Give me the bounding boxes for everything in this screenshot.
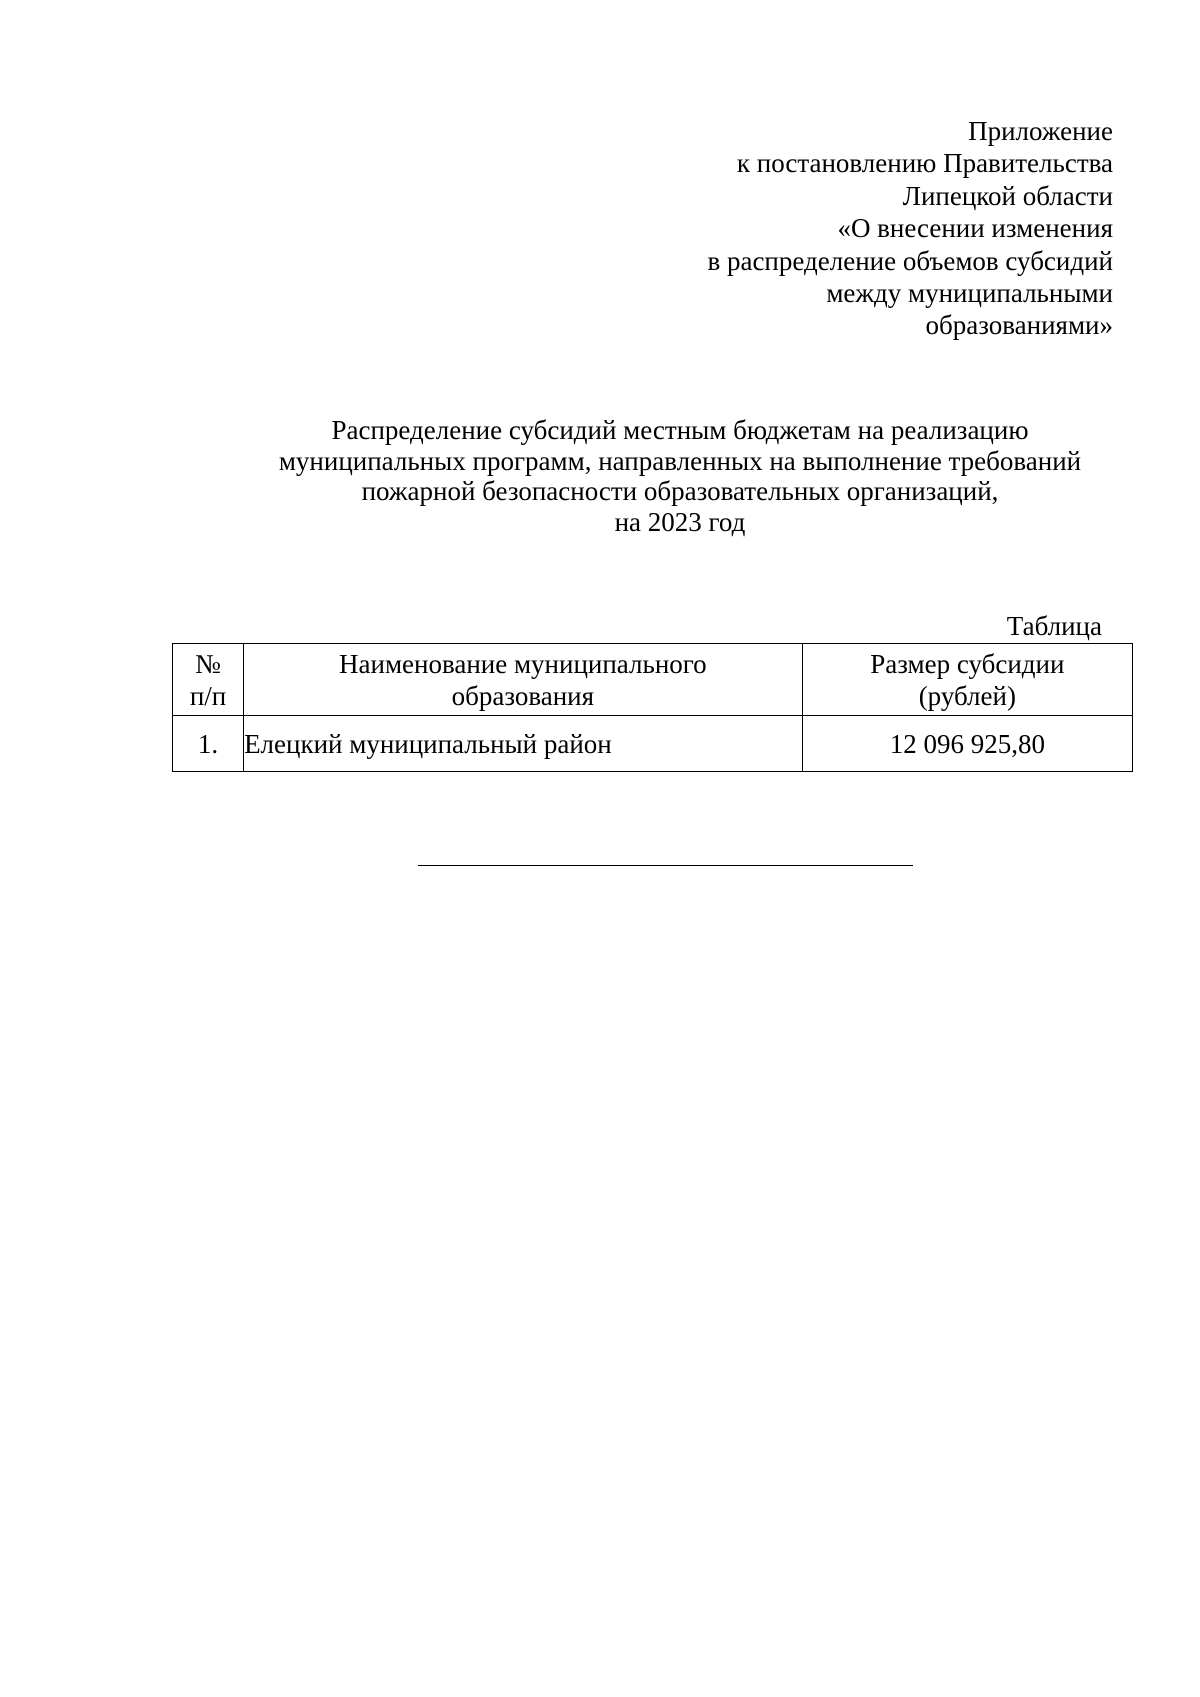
header-amount-line: Размер субсидии: [870, 648, 1065, 679]
header-name-line: образования: [451, 680, 595, 711]
annex-line: к постановлению Правительства: [736, 148, 1113, 179]
table-label: Таблица: [1006, 611, 1102, 641]
header-num-line: п/п: [189, 680, 227, 711]
annex-line: «О внесении изменения: [837, 213, 1113, 244]
end-rule-line: [418, 865, 913, 866]
header-name: [244, 644, 803, 716]
title-line: на 2023 год: [614, 506, 746, 537]
row-amount-cell: 12 096 925,80: [802, 716, 1132, 772]
document-title: [240, 415, 1120, 537]
annex-line: в распределение объемов субсидий: [707, 245, 1113, 276]
table-row: [173, 716, 1133, 772]
annex-line: Приложение: [968, 116, 1113, 146]
title-line: муниципальных программ, направленных на выполнение требований: [278, 445, 1082, 476]
header-num-line: №: [195, 648, 221, 679]
header-amount: [802, 644, 1132, 716]
title-line: Распределение субсидий местным бюджетам на реализацию: [331, 415, 1029, 445]
header-amount-line: (рублей): [918, 680, 1016, 711]
table-header-row: [173, 644, 1133, 716]
annex-line: Липецкой области: [902, 180, 1113, 211]
row-name-cell: Елецкий муниципальный район: [244, 716, 803, 772]
annex-block: [707, 115, 1113, 342]
annex-line: между муниципальными: [826, 278, 1113, 309]
subsidy-table: [172, 643, 1133, 772]
row-num-cell: 1.: [173, 716, 244, 772]
annex-line: образованиями»: [925, 310, 1113, 341]
header-num: [173, 644, 244, 716]
title-line: пожарной безопасности образовательных организаций,: [361, 476, 999, 506]
header-name-line: Наименование муниципального: [339, 648, 707, 679]
